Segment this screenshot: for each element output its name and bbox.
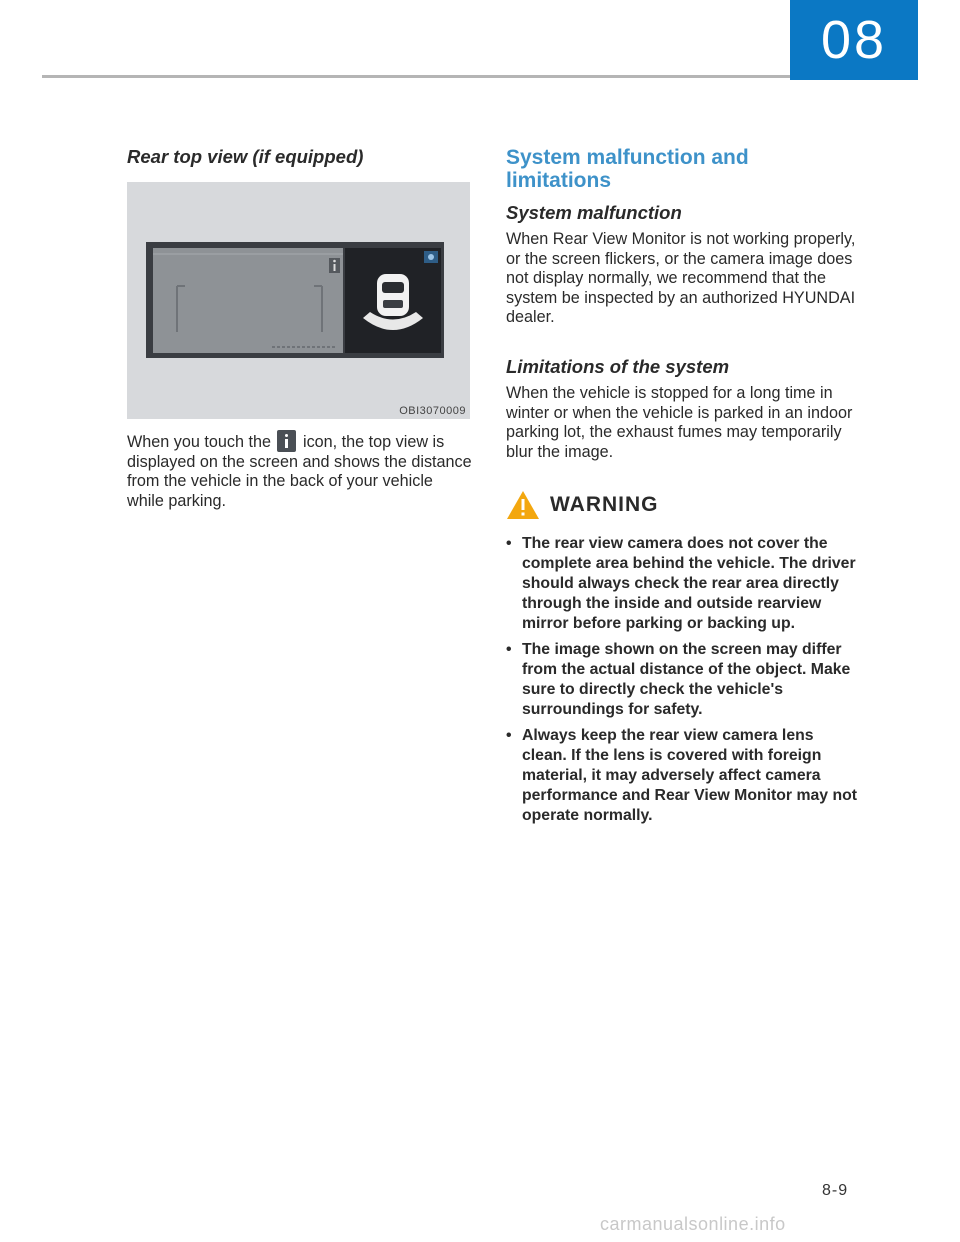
left-column — [127, 146, 472, 511]
watermark: carmanualsonline.info — [600, 1214, 786, 1234]
warning-item: • Always keep the rear view camera lens clean. If the lens is covered with foreign material, it may adversely affect camera performance and Rear View Monitor may not operate normally. — [506, 726, 858, 826]
limitations-heading: Limitations of the system — [506, 355, 730, 377]
warning-header — [506, 490, 858, 520]
system-malfunction-heading: System malfunction — [506, 202, 682, 223]
system-malfunction-text: When Rear View Monitor is not working properly, or the screen flickers, or the camera image does not display normally, we recommend that the system be inspected by an authorized HYUNDAI dealer. — [506, 230, 856, 327]
description-part-2: icon, the top view is displayed on the screen and shows the distance from the vehicle in the back of your vehicle while parking. — [127, 433, 472, 510]
section-title-line-2: limitations — [506, 169, 612, 192]
section-title — [506, 146, 858, 192]
warning-triangle-icon — [506, 490, 540, 520]
rear-camera-screen-illustration — [127, 182, 470, 419]
warning-list — [506, 534, 858, 826]
description-part-1: When you touch the — [127, 433, 271, 451]
info-icon — [277, 430, 296, 452]
right-column — [506, 146, 858, 832]
figure-code: OBI3070009 — [399, 405, 466, 417]
rear-top-view-description — [127, 430, 472, 511]
rear-top-view-heading: Rear top view (if equipped) — [127, 146, 364, 167]
page-number: 8-9 — [822, 1182, 849, 1199]
section-title-line-1: System malfunction and — [506, 146, 749, 169]
warning-item: • The image shown on the screen may differ from the actual distance of the object. Make sure to directly check the vehicle's surroundings for safety. — [506, 640, 858, 720]
warning-title: WARNING — [550, 493, 659, 517]
rear-top-view-figure — [127, 182, 470, 419]
chapter-tab: 08 — [790, 0, 918, 80]
limitations-text: When the vehicle is stopped for a long time in winter or when the vehicle is parked in an indoor parking lot, the exhaust fumes may temporarily blur the image. — [506, 383, 853, 461]
warning-item: • The rear view camera does not cover the complete area behind the vehicle. The driver should always check the rear area directly through the inside and outside rearview mirror before parking or backing up. — [506, 534, 858, 634]
header-rule — [42, 75, 790, 78]
